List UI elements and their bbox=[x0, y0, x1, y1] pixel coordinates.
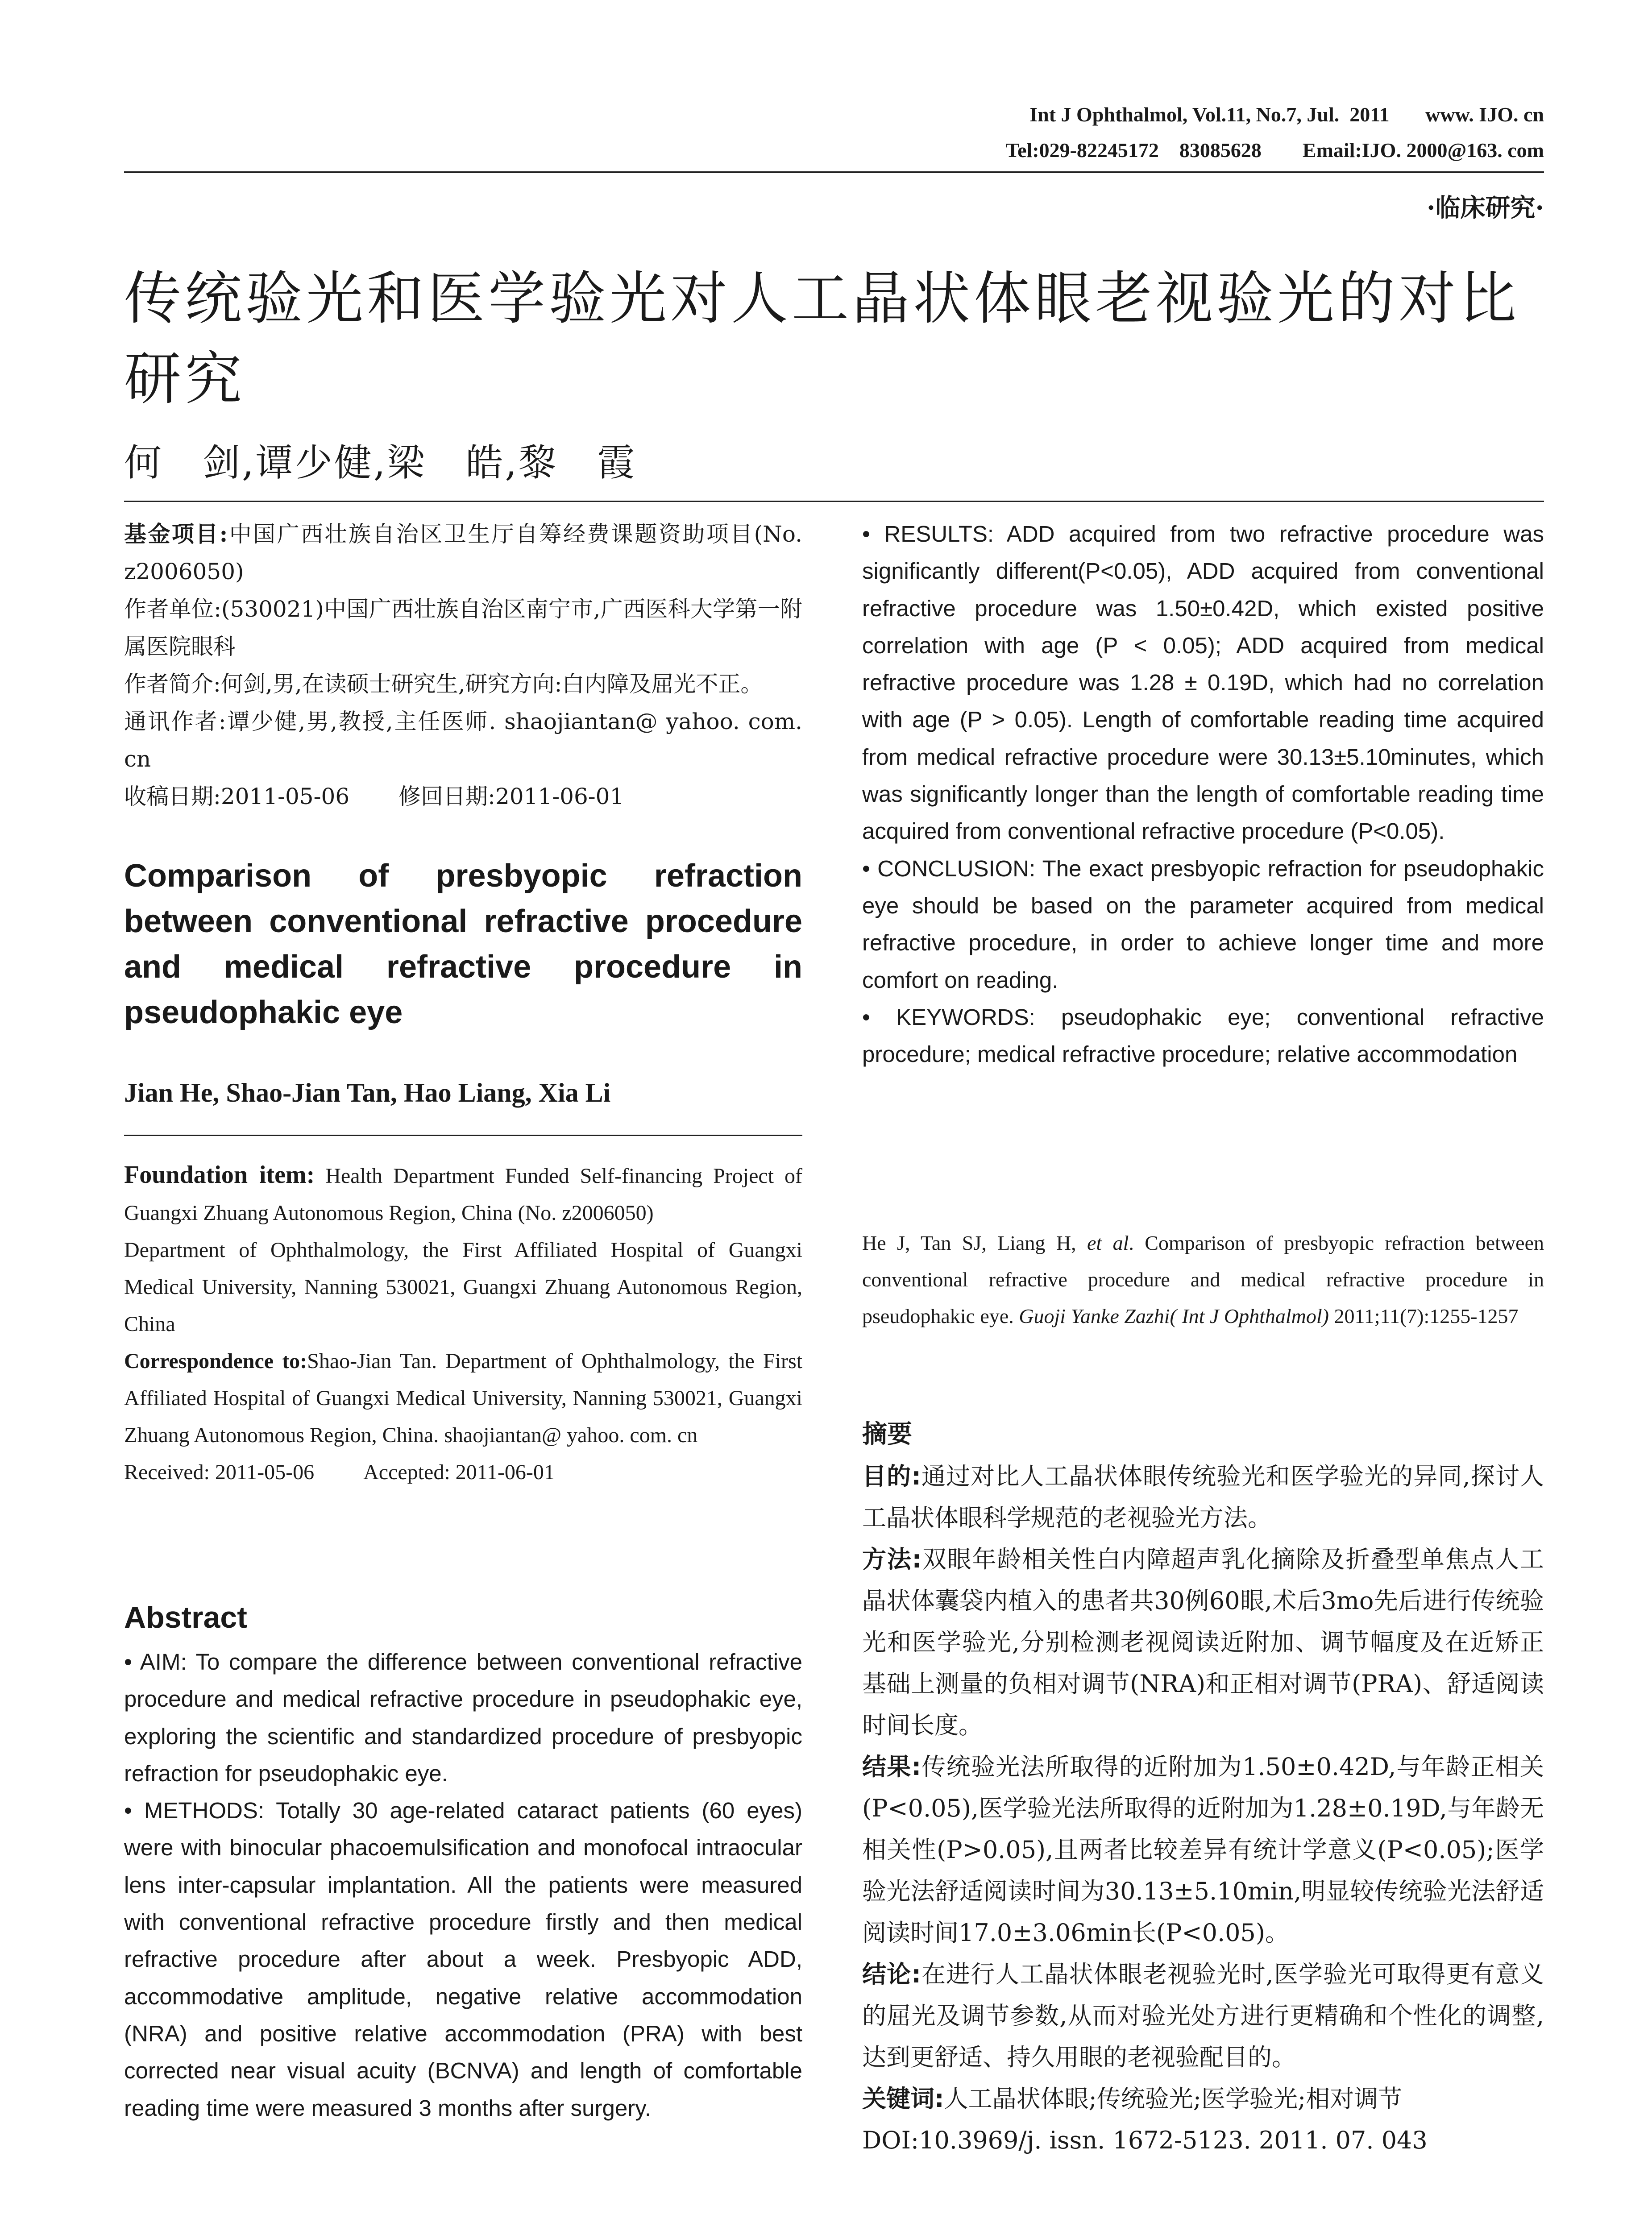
fund-text: 中国广西壮族自治区卫生厅自筹经费课题资助项目(No. z2006050) bbox=[124, 521, 802, 585]
cn-results: 传统验光法所取得的近附加为1.50±0.42D,与年龄正相关(P<0.05),医学验光法所取得的近附加为1.28±0.19D,与年龄无相关性(P>0.05),且两者比较差异有统计学意义(P<0.05);医学验光法舒适阅读时间为30.13±5.10min,明显较传统验光法舒适阅读时间17.0±3.06min长(P<0.05)。 bbox=[862, 1753, 1544, 1947]
cn-aim: 通过对比人工晶状体眼传统验光和医学验光的异同,探讨人工晶状体眼科学规范的老视验光方法。 bbox=[862, 1462, 1544, 1532]
abstract-aim: • AIM: To compare the difference between conventional refractive procedure and medical refractive procedure in pseudophakic eye, exploring the scientific and standardized procedure of presbyopic refraction for pseudophakic eye. bbox=[124, 1649, 802, 1786]
revised-date-cn: 修回日期:2011-06-01 bbox=[398, 784, 624, 809]
doi: DOI:10.3969/j. issn. 1672-5123. 2011. 07. 043 bbox=[862, 2126, 1428, 2154]
fund-label: 基金项目: bbox=[124, 521, 228, 547]
english-title: Comparison of presbyopic refraction between conventional refractive procedure and medical refractive procedure in pseudophakic eye bbox=[124, 858, 802, 1030]
citation bbox=[862, 1225, 1544, 1335]
author-unit: 作者单位:(530021)中国广西壮族自治区南宁市,广西医科大学第一附属医院眼科 bbox=[124, 596, 802, 659]
received-date-en: Received: 2011-05-06 bbox=[124, 1460, 315, 1484]
author-intro: 作者简介:何剑,男,在读硕士研究生,研究方向:白内障及屈光不正。 bbox=[124, 671, 763, 697]
abstract-en-left bbox=[124, 1643, 802, 2127]
header-rule bbox=[124, 171, 1544, 173]
abstract-conclusion: • CONCLUSION: The exact presbyopic refraction for pseudophakic eye should be based on the parameter acquired from medical refractive procedure, in order to achieve longer time and more comfort on reading. bbox=[862, 855, 1544, 993]
citation-journal: Guoji Yanke Zazhi( Int J Ophthalmol) bbox=[1019, 1305, 1329, 1327]
citation-text: . Comparison of presbyopic refraction between conventional refractive procedure and medical refractive procedure in pseudophakic eye. bbox=[862, 1232, 1544, 1327]
cn-conclusion: 在进行人工晶状体眼老视验光时,医学验光可取得更有意义的屈光及调节参数,从而对验光处方进行更精确和个性化的调整,达到更舒适、持久用眼的老视验配目的。 bbox=[862, 1960, 1544, 2071]
section-label: ·临床研究· bbox=[1427, 193, 1544, 223]
abstract-methods: • METHODS: Totally 30 age-related cataract patients (60 eyes) were with binocular phacoemulsification and monofocal intraocular lens inter-capsular implantation. All the patients were measured with conventional refractive procedure firstly and then medical refractive procedure after about a week. Presbyopic ADD, accommodative amplitude, negative relative accommodation (NRA) and positive relative accommodation (PRA) with best corrected near visual acuity (BCNVA) and length of comfortable reading time were measured 3 months after surgery. bbox=[124, 1798, 802, 2121]
abstract-cn bbox=[862, 1456, 1544, 2161]
footer-citation-cn bbox=[862, 2229, 1544, 2231]
correspondence-label: Correspondence to: bbox=[124, 1349, 307, 1373]
cn-methods-label: 方法: bbox=[862, 1545, 922, 1573]
foundation-label: Foundation item: bbox=[124, 1161, 315, 1189]
meta-cn bbox=[124, 515, 802, 815]
corresponding-author: 通讯作者:谭少健,男,教授,主任医师. shaojiantan@ yahoo. com. cn bbox=[124, 709, 802, 772]
meta-en bbox=[124, 1157, 802, 1491]
authors-en: Jian He, Shao-Jian Tan, Hao Liang, Xia Li bbox=[124, 1078, 611, 1107]
accepted-date-en: Accepted: 2011-06-01 bbox=[363, 1460, 555, 1484]
department-en: Department of Ophthalmology, the First Affiliated Hospital of Guangxi Medical University, Nanning 530021, Guangxi Zhuang Autonomous Region, China bbox=[124, 1238, 802, 1336]
citation-authors: He J, Tan SJ, Liang H, bbox=[862, 1232, 1087, 1254]
foundation-text: Health Department Funded Self-financing Project of Guangxi Zhuang Autonomous Region, China (No. z2006050) bbox=[124, 1164, 802, 1225]
title-rule bbox=[124, 501, 1544, 502]
abstract-results: • RESULTS: ADD acquired from two refractive procedure was significantly different(P<0.05), ADD acquired from conventional refractive procedure was 1.50±0.42D, which existed positive correlation with age (P < 0.05); ADD acquired from medical refractive procedure was 1.28 ± 0.19D, which had no correlation with age (P > 0.05). Length of comfortable reading time acquired from medical refractive procedure were 30.13±5.10minutes, which was significantly longer than the length of comfortable reading time acquired from conventional refractive procedure (P<0.05). bbox=[862, 521, 1544, 844]
authors-cn: 何 剑,谭少健,梁 皓,黎 霞 bbox=[124, 441, 637, 485]
authors-rule bbox=[124, 1135, 802, 1136]
abstract-cn-heading: 摘要 bbox=[862, 1420, 912, 1449]
abstract-en-right bbox=[862, 515, 1544, 1073]
cn-keywords: 人工晶状体眼;传统验光;医学验光;相对调节 bbox=[944, 2085, 1403, 2113]
correspondence-text: Shao-Jian Tan. Department of Ophthalmology, the First Affiliated Hospital of Guangxi Medical University, Nanning 530021, Guangxi Zhuang Autonomous Region, China. shaojiantan@ yahoo. com. cn bbox=[124, 1349, 802, 1447]
citation-volume: 2011;11(7):1255-1257 bbox=[1328, 1305, 1519, 1327]
cn-conclusion-label: 结论: bbox=[862, 1960, 921, 1988]
cn-aim-label: 目的: bbox=[862, 1462, 921, 1490]
journal-header: Int J Ophthalmol, Vol.11, No.7, Jul. 2011 www. IJO. cn bbox=[1029, 103, 1544, 126]
journal-contact: Tel:029-82245172 83085628 Email:IJO. 2000@163. com bbox=[1005, 139, 1544, 162]
cn-keywords-label: 关键词: bbox=[862, 2085, 944, 2113]
citation-etal: et al bbox=[1087, 1232, 1129, 1254]
cn-results-label: 结果: bbox=[862, 1753, 921, 1781]
received-date-cn: 收稿日期:2011-05-06 bbox=[124, 784, 350, 809]
cn-methods: 双眼年龄相关性白内障超声乳化摘除及折叠型单焦点人工晶状体囊袋内植入的患者共30例60眼,术后3mo先后进行传统验光和医学验光,分别检测老视阅读近附加、调节幅度及在近矫正基础上测量的负相对调节(NRA)和正相对调节(PRA)、舒适阅读时间长度。 bbox=[862, 1545, 1544, 1739]
abstract-keywords: • KEYWORDS: pseudophakic eye; conventional refractive procedure; medical refractive procedure; relative accommodation bbox=[862, 1004, 1544, 1067]
page-title: 传统验光和医学验光对人工晶状体眼老视验光的对比研究 bbox=[124, 265, 1520, 412]
abstract-heading: Abstract bbox=[124, 1601, 247, 1634]
